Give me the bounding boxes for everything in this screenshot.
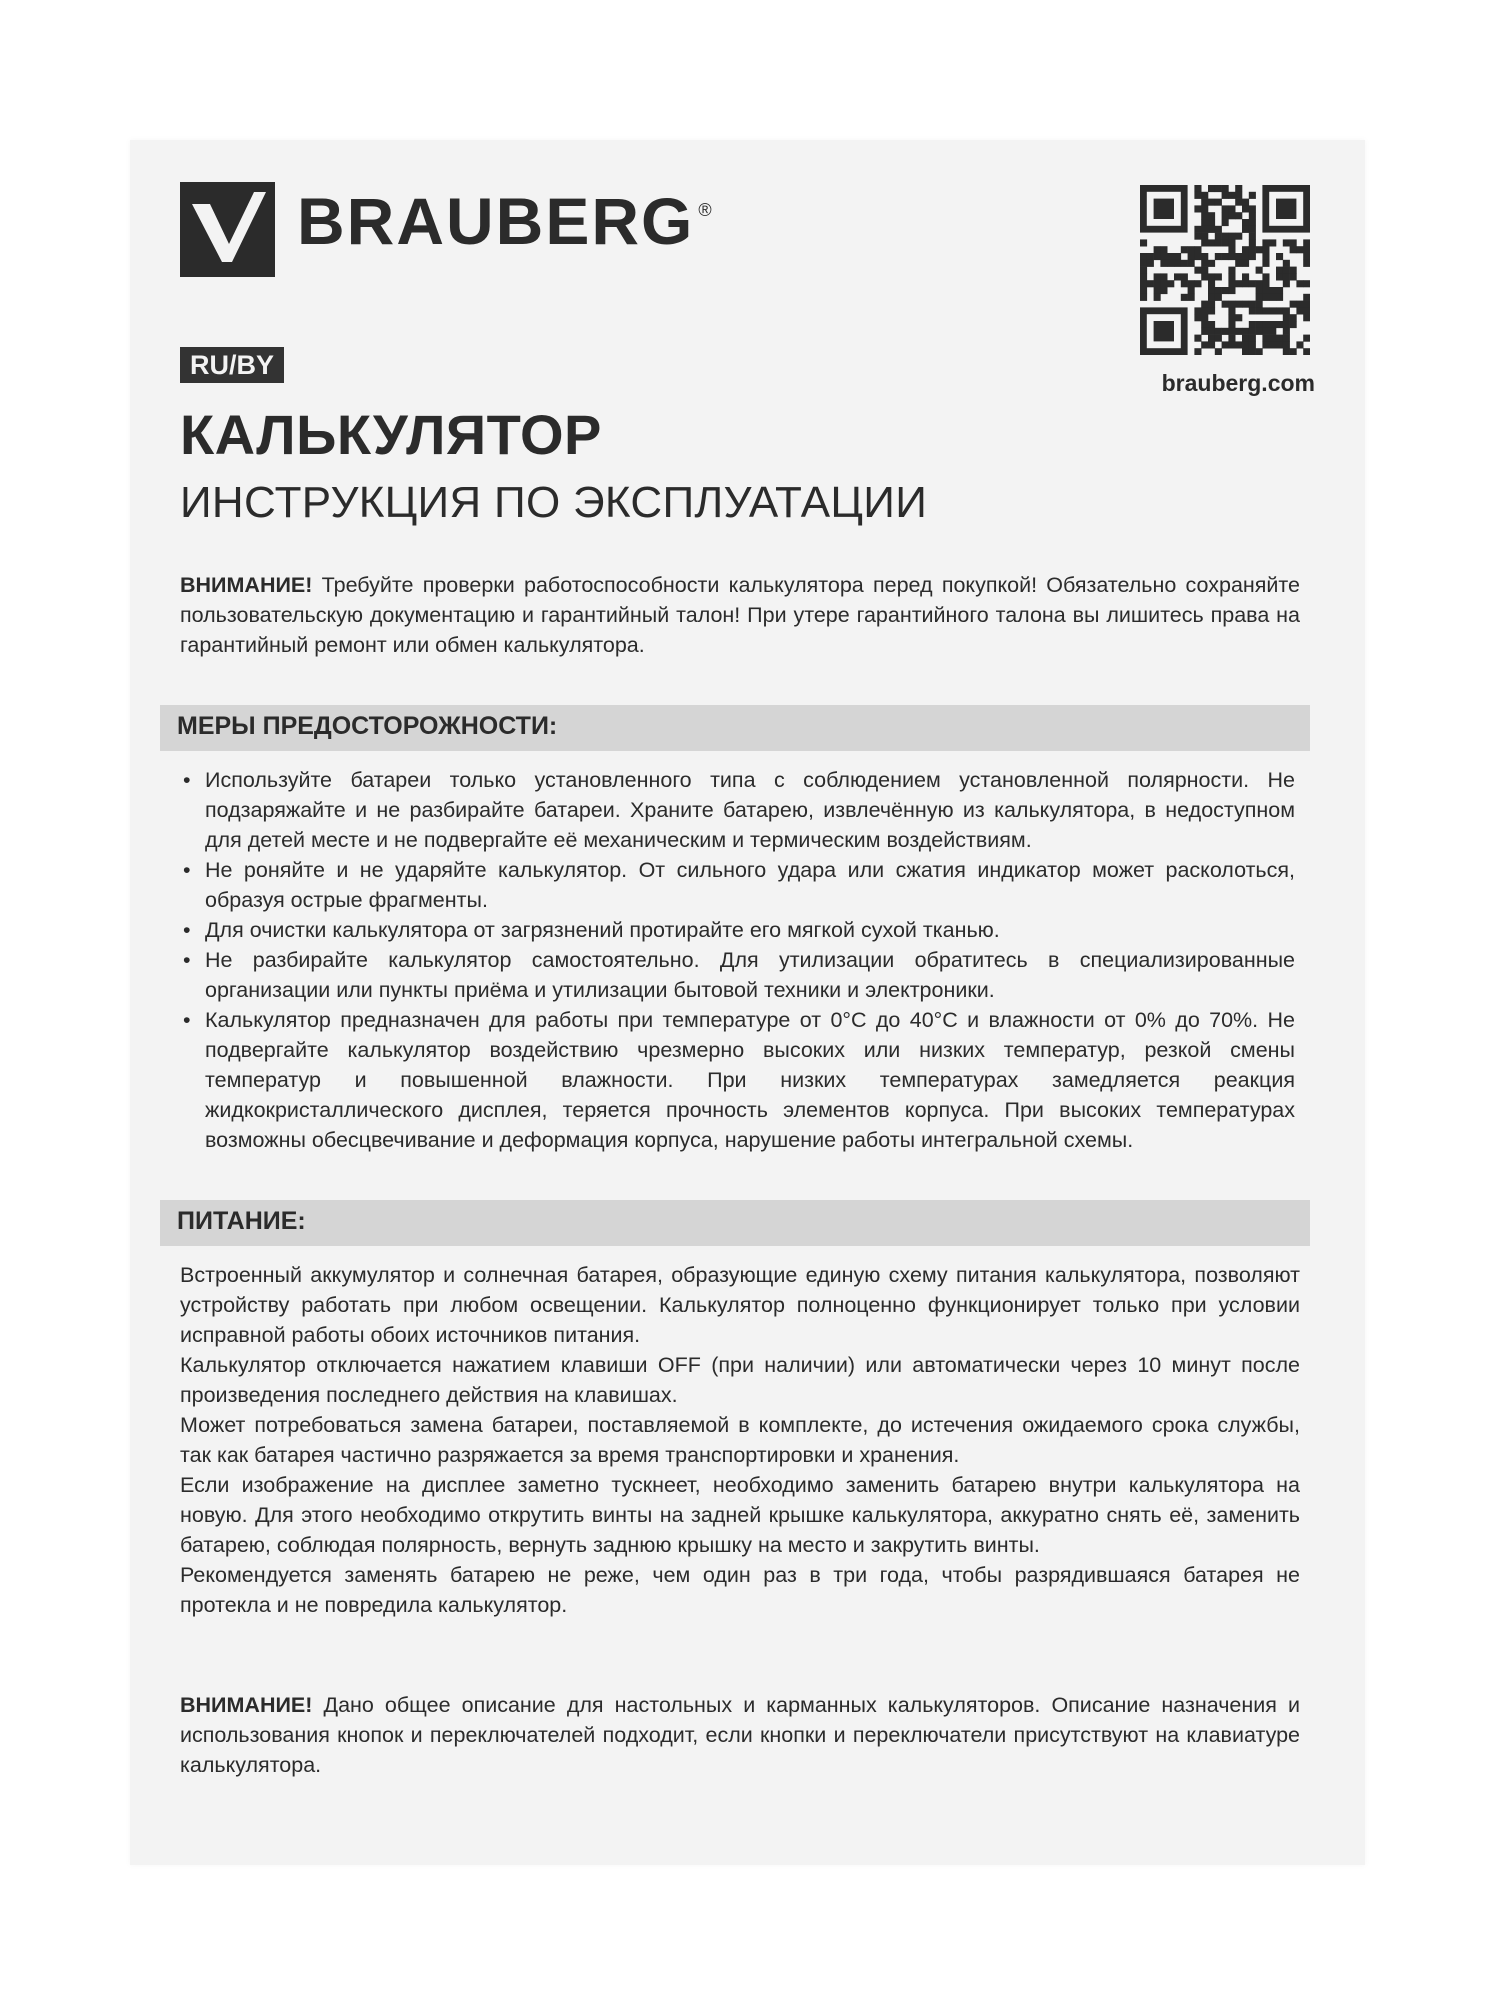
- bullet-icon: •: [183, 858, 191, 882]
- list-item: • Используйте батареи только установленного типа с соблюдением установленной полярности. Не подзаряжайте и не разбирайте батареи. Храните батарею, извлечённую из калькулятора, в недоступном для детей месте и не подвергайте её механическим и термическим воздействиям.: [180, 765, 1295, 855]
- list-item: • Для очистки калькулятора от загрязнений протирайте его мягкой сухой тканью.: [180, 915, 1295, 945]
- registered-mark: ®: [698, 199, 714, 220]
- checkmark-logo-icon: [180, 182, 275, 277]
- warning-top: [180, 570, 1300, 660]
- bullet-icon: •: [183, 948, 191, 972]
- list-item: • Не роняйте и не ударяйте калькулятор. От сильного удара или сжатия индикатор может расколоться, образуя острые фрагменты.: [180, 855, 1295, 915]
- website-link[interactable]: brauberg.com: [1161, 370, 1315, 396]
- power-section: [180, 1260, 1300, 1620]
- warning-bottom-lead: ВНИМАНИЕ!: [180, 1693, 313, 1717]
- brand-name: BRAUBERG ®: [297, 183, 714, 258]
- instruction-sheet: [130, 140, 1365, 1865]
- power-paragraph: Если изображение на дисплее заметно тускнеет, необходимо заменить батарею внутри калькулятора на новую. Для этого необходимо открутить винты на задней крышке калькулятора, аккуратно снять её, заменить батарею, соблюдая полярность, вернуть заднюю крышку на место и закрутить винты.: [180, 1473, 1300, 1557]
- language-badge: RU/BY: [180, 347, 284, 383]
- warning-bottom: [180, 1690, 1300, 1780]
- power-paragraph: Может потребоваться замена батареи, поставляемой в комплекте, до истечения ожидаемого срока службы, так как батарея частично разряжается за время транспортировки и хранения.: [180, 1413, 1300, 1467]
- power-paragraph: Калькулятор отключается нажатием клавиши OFF (при наличии) или автоматически через 10 минут после произведения последнего действия на клавишах.: [180, 1353, 1300, 1407]
- precautions-list: [180, 765, 1295, 1155]
- power-paragraph: Встроенный аккумулятор и солнечная батарея, образующие единую схему питания калькулятора, позволяют устройству работать при любом освещении. Калькулятор полноценно функционирует только при условии исправной работы обоих источников питания.: [180, 1263, 1300, 1347]
- section-header-power: [160, 1200, 1310, 1246]
- power-paragraph: Рекомендуется заменять батарею не реже, чем один раз в три года, чтобы разрядившаяся батарея не протекла и не повредила калькулятор.: [180, 1563, 1300, 1617]
- section-header-precautions: [160, 705, 1310, 751]
- bullet-icon: •: [183, 768, 191, 792]
- bullet-icon: •: [183, 918, 191, 942]
- power-heading: ПИТАНИЕ:: [177, 1207, 306, 1235]
- page-subtitle: ИНСТРУКЦИЯ ПО ЭКСПЛУАТАЦИИ: [180, 478, 928, 527]
- precautions-heading: МЕРЫ ПРЕДОСТОРОЖНОСТИ:: [177, 712, 558, 740]
- warning-top-text: Требуйте проверки работоспособности калькулятора перед покупкой! Обязательно сохраняйте пользовательскую документацию и гарантийный талон! При утере гарантийного талона вы лишитесь права на гарантийный ремонт или обмен калькулятора.: [180, 573, 1300, 657]
- qr-code-icon: [1140, 185, 1310, 355]
- page-title: КАЛЬКУЛЯТОР: [180, 403, 602, 466]
- brand-logo: [180, 182, 714, 277]
- warning-top-lead: ВНИМАНИЕ!: [180, 573, 313, 597]
- bullet-icon: •: [183, 1008, 191, 1032]
- warning-bottom-text: Дано общее описание для настольных и карманных калькуляторов. Описание назначения и использования кнопок и переключателей подходит, если кнопки и переключатели присутствуют на клавиатуре калькулятора.: [180, 1693, 1300, 1777]
- list-item: • Калькулятор предназначен для работы при температуре от 0°C до 40°C и влажности от 0% до 70%. Не подвергайте калькулятор воздействию чрезмерно высоких или низких температур, резкой смены температур и повышенной влажности. При низких температурах замедляется реакция жидкокристаллического дисплея, теряется прочность элементов корпуса. При высоких температурах возможны обесцвечивание и деформация корпуса, нарушение работы интегральной схемы.: [180, 1005, 1295, 1155]
- list-item: • Не разбирайте калькулятор самостоятельно. Для утилизации обратитесь в специализированные организации или пункты приёма и утилизации бытовой техники и электроники.: [180, 945, 1295, 1005]
